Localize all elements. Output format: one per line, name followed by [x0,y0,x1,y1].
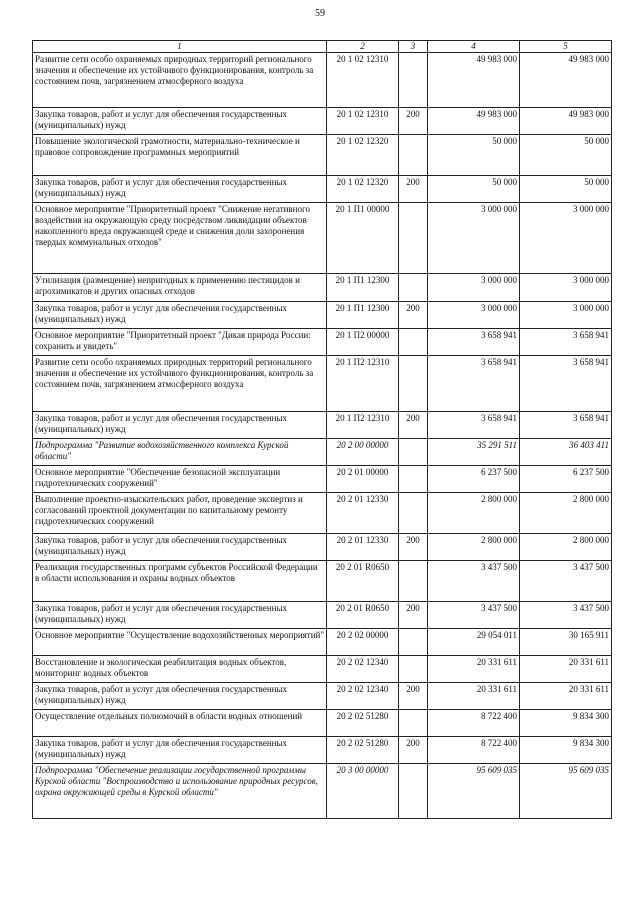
target-code-cell: 20 1 02 12310 [327,108,399,135]
program-name-cell: Повышение экологической грамотности, материально-техническое и правовое сопровождение программных мероприятий [33,135,327,176]
table-row [33,737,612,764]
amount-year1-cell: 3 000 000 [428,203,520,274]
program-name-cell: Выполнение проектно-изыскательских работ, проведение экспертиз и согласований проектной документации по капитальному ремонту гидротехнических сооружений [33,493,327,534]
expense-type-cell: 200 [399,534,428,561]
amount-year2-cell: 20 331 611 [520,656,612,683]
amount-year2-cell: 3 437 500 [520,602,612,629]
program-name-cell: Закупка товаров, работ и услуг для обеспечения государственных (муниципальных) нужд [33,737,327,764]
expense-type-cell [399,53,428,108]
table-row [33,329,612,356]
amount-year1-cell: 8 722 400 [428,710,520,737]
expense-type-cell [399,439,428,466]
amount-year1-cell: 2 800 000 [428,534,520,561]
amount-year2-cell: 3 000 000 [520,274,612,302]
program-name-cell: Закупка товаров, работ и услуг для обеспечения государственных (муниципальных) нужд [33,412,327,439]
expense-type-cell: 200 [399,683,428,710]
header-col-1: 1 [33,41,327,53]
program-name-cell: Основное мероприятие "Приоритетный проект "Дикая природа России: сохранить и увидеть" [33,329,327,356]
expense-type-cell [399,274,428,302]
table-row [33,466,612,493]
amount-year2-cell: 50 000 [520,135,612,176]
program-name-cell: Осуществление отдельных полномочий в области водных отношений [33,710,327,737]
amount-year2-cell: 95 609 035 [520,764,612,819]
target-code-cell: 20 2 02 12340 [327,656,399,683]
target-code-cell: 20 1 П1 12300 [327,274,399,302]
target-code-cell: 20 3 00 00000 [327,764,399,819]
program-name-cell: Закупка товаров, работ и услуг для обеспечения государственных (муниципальных) нужд [33,302,327,329]
table-row [33,764,612,819]
table-row [33,656,612,683]
target-code-cell: 20 2 01 R0650 [327,602,399,629]
program-name-cell: Основное мероприятие "Приоритетный проект "Снижение негативного воздействия на окружающую среду посредством ликвидации объектов накопленного вреда окружающей среде и снижения доли захоронения твердых коммунальных отходов" [33,203,327,274]
table-row [33,135,612,176]
target-code-cell: 20 2 01 12330 [327,534,399,561]
header-col-3: 3 [399,41,428,53]
target-code-cell: 20 2 00 00000 [327,439,399,466]
target-code-cell: 20 2 02 51280 [327,710,399,737]
amount-year1-cell: 50 000 [428,176,520,203]
table-row [33,534,612,561]
amount-year1-cell: 20 331 611 [428,656,520,683]
expense-type-cell [399,656,428,683]
target-code-cell: 20 2 01 12330 [327,493,399,534]
amount-year2-cell: 20 331 611 [520,683,612,710]
target-code-cell: 20 1 П1 00000 [327,203,399,274]
page-number: 59 [315,8,325,19]
header-col-5: 5 [520,41,612,53]
amount-year2-cell: 3 437 500 [520,561,612,602]
program-name-cell: Закупка товаров, работ и услуг для обеспечения государственных (муниципальных) нужд [33,108,327,135]
program-name-cell: Восстановление и экологическая реабилитация водных объектов, мониторинг водных объектов [33,656,327,683]
amount-year2-cell: 2 800 000 [520,493,612,534]
amount-year2-cell: 3 658 941 [520,412,612,439]
program-name-cell: Подпрограмма "Обеспечение реализации государственной программы Курской области "Воспроизводство и использование природных ресурсов, охрана окружающей среды в Курской области" [33,764,327,819]
amount-year1-cell: 3 658 941 [428,356,520,412]
program-name-cell: Закупка товаров, работ и услуг для обеспечения государственных (муниципальных) нужд [33,176,327,203]
program-name-cell: Основное мероприятие "Осуществление водохозяйственных мероприятий" [33,629,327,656]
table-row [33,108,612,135]
target-code-cell: 20 1 П2 00000 [327,329,399,356]
amount-year2-cell: 3 000 000 [520,302,612,329]
expense-type-cell [399,561,428,602]
program-name-cell: Утилизация (размещение) непригодных к применению пестицидов и агрохимикатов и других опасных отходов [33,274,327,302]
amount-year2-cell: 49 983 000 [520,108,612,135]
amount-year1-cell: 29 054 011 [428,629,520,656]
amount-year1-cell: 3 437 500 [428,602,520,629]
amount-year2-cell: 49 983 000 [520,53,612,108]
target-code-cell: 20 1 П1 12300 [327,302,399,329]
table-row [33,493,612,534]
amount-year1-cell: 3 437 500 [428,561,520,602]
expense-type-cell: 200 [399,302,428,329]
program-name-cell: Закупка товаров, работ и услуг для обеспечения государственных (муниципальных) нужд [33,602,327,629]
amount-year2-cell: 3 658 941 [520,356,612,412]
target-code-cell: 20 2 01 00000 [327,466,399,493]
amount-year1-cell: 2 800 000 [428,493,520,534]
expense-type-cell [399,764,428,819]
target-code-cell: 20 1 02 12320 [327,176,399,203]
amount-year2-cell: 6 237 500 [520,466,612,493]
amount-year1-cell: 3 000 000 [428,274,520,302]
table-row [33,356,612,412]
amount-year2-cell: 3 000 000 [520,203,612,274]
program-name-cell: Развитие сети особо охраняемых природных территорий регионального значения и обеспечение их устойчивого функционирования, контроль за состоянием почв, загрязнением атмосферного воздуха [33,53,327,108]
table-row [33,561,612,602]
expense-type-cell: 200 [399,737,428,764]
table-row [33,203,612,274]
budget-table [32,40,612,819]
program-name-cell: Реализация государственных программ субъектов Российской Федерации в области использования и охраны водных объектов [33,561,327,602]
amount-year1-cell: 49 983 000 [428,53,520,108]
amount-year1-cell: 35 291 511 [428,439,520,466]
program-name-cell: Развитие сети особо охраняемых природных территорий регионального значения и обеспечение их устойчивого функционирования, контроль за состоянием почв, загрязнением атмосферного воздуха [33,356,327,412]
table-row [33,602,612,629]
amount-year1-cell: 6 237 500 [428,466,520,493]
table-row [33,53,612,108]
expense-type-cell [399,629,428,656]
program-name-cell: Закупка товаров, работ и услуг для обеспечения государственных (муниципальных) нужд [33,683,327,710]
target-code-cell: 20 1 П2 12310 [327,412,399,439]
amount-year1-cell: 20 331 611 [428,683,520,710]
table-row [33,274,612,302]
target-code-cell: 20 2 02 00000 [327,629,399,656]
header-col-4: 4 [428,41,520,53]
amount-year1-cell: 3 658 941 [428,412,520,439]
expense-type-cell [399,466,428,493]
amount-year2-cell: 50 000 [520,176,612,203]
expense-type-cell [399,356,428,412]
amount-year2-cell: 36 403 411 [520,439,612,466]
amount-year2-cell: 3 658 941 [520,329,612,356]
amount-year2-cell: 2 800 000 [520,534,612,561]
target-code-cell: 20 2 02 51280 [327,737,399,764]
expense-type-cell [399,493,428,534]
program-name-cell: Основное мероприятие "Обеспечение безопасной эксплуатации гидротехнических сооружений" [33,466,327,493]
expense-type-cell: 200 [399,602,428,629]
amount-year1-cell: 8 722 400 [428,737,520,764]
program-name-cell: Закупка товаров, работ и услуг для обеспечения государственных (муниципальных) нужд [33,534,327,561]
table-row [33,412,612,439]
table-row [33,176,612,203]
amount-year1-cell: 3 658 941 [428,329,520,356]
table-row [33,439,612,466]
program-name-cell: Подпрограмма "Развитие водохозяйственного комплекса Курской области" [33,439,327,466]
table-row [33,710,612,737]
target-code-cell: 20 1 02 12310 [327,53,399,108]
header-col-2: 2 [327,41,399,53]
amount-year2-cell: 9 834 300 [520,737,612,764]
expense-type-cell: 200 [399,108,428,135]
amount-year1-cell: 49 983 000 [428,108,520,135]
expense-type-cell [399,710,428,737]
table-header-row [33,41,612,53]
expense-type-cell [399,329,428,356]
expense-type-cell: 200 [399,412,428,439]
table-row [33,683,612,710]
amount-year1-cell: 95 609 035 [428,764,520,819]
amount-year1-cell: 3 000 000 [428,302,520,329]
amount-year1-cell: 50 000 [428,135,520,176]
expense-type-cell: 200 [399,176,428,203]
expense-type-cell [399,135,428,176]
target-code-cell: 20 2 01 R0650 [327,561,399,602]
target-code-cell: 20 1 П2 12310 [327,356,399,412]
target-code-cell: 20 2 02 12340 [327,683,399,710]
table-row [33,629,612,656]
amount-year2-cell: 30 165 911 [520,629,612,656]
target-code-cell: 20 1 02 12320 [327,135,399,176]
amount-year2-cell: 9 834 300 [520,710,612,737]
table-row [33,302,612,329]
expense-type-cell [399,203,428,274]
